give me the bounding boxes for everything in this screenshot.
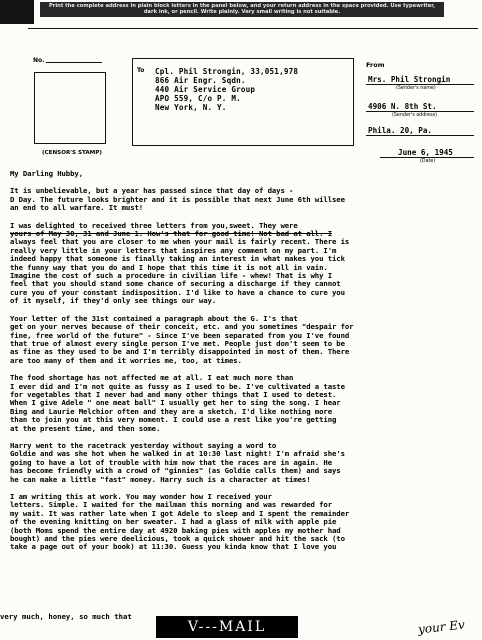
closing-line: very much, honey, so much that (0, 612, 132, 621)
letter-line: Your letter of the 31st contained a paragraph about the G. I's that (10, 313, 298, 323)
sender-address-caption: (Sender's address) (392, 113, 437, 118)
letter-line: (both Moms spend the entire day at 4920 baking pies with apples my mother had (10, 525, 341, 535)
letter-line: cure you of your constant indisposition. I'd like to have a chance to cure you (10, 287, 345, 297)
salutation: My Darling Hubby, (10, 170, 83, 178)
letter-line: I am writing this at work. You may wonder how I received your (10, 492, 272, 501)
to-address-line: 866 Air Engr. Sqdn. (155, 76, 246, 85)
letter-line: Imagine the cost of such a procedure in civilian life - whew! That is why I (10, 271, 332, 281)
letter-line: than to join you at this very moment. I could use a rest like you're getting (10, 415, 337, 425)
letter-line: yours of May 30, 31 and June 1. How's that for good time! Not bad at all. I (10, 229, 332, 239)
number-label: No. (33, 57, 45, 64)
vmail-badge: V---MAIL (156, 616, 298, 638)
letter-line: my wait. It was rather late when I got Adele to sleep and I spent the remainder (10, 508, 350, 518)
to-address-panel (132, 58, 354, 146)
signature: your Ev (417, 617, 466, 637)
letter-line: I ever did and I'm not quite as fussy as I used to be. I've cultivated a taste (10, 381, 345, 391)
letter-line: of it myself, if they'd only see things our way. (10, 296, 217, 306)
letter-line: at the present time, and then some. (10, 423, 161, 433)
censor-stamp-box (34, 72, 106, 144)
letter-line: When I give Adele " one meat ball" I usually get her to sing the song. I hear (10, 398, 341, 408)
letter-line: get on your nerves because of their conceit, etc. and you sometimes "despair for (10, 322, 354, 332)
letter-line: going to have a lot of trouble with him now that the races are in again. He (10, 457, 332, 467)
letter-line: of the evening knitting on her sweater. I had a glass of milk with apple pie (10, 517, 337, 527)
letter-line: really very little in your letters that inspires any comment on my part. I'm (10, 245, 337, 255)
sender-city-rule (366, 135, 474, 136)
letter-line: as fine as they used to be and I'm terribly disappointed in most of them. There (10, 347, 350, 357)
letter-line: that true of almost every single person I've met. People just don't seem to be (10, 338, 345, 348)
to-address-line: 440 Air Service Group (155, 85, 256, 94)
letter-line: are too many of them and it worries me, too, at times. (10, 355, 242, 365)
to-address-line: New York, N. Y. (155, 103, 227, 112)
censor-stamp-label: (CENSOR'S STAMP) (42, 150, 102, 156)
letter-line: Goldie and was she hot when he walked in at 10:30 last night! I'm afraid she's (10, 449, 345, 459)
letter-body (10, 170, 482, 610)
letter-line: has become friendly with a crowd of "ginnies" (as Goldie calls them) and says (10, 466, 341, 476)
letter-line: for vegetables that I never had and many other things that I used to detest. (10, 389, 337, 399)
letter-line: feel that you should stand some chance of securing a discharge if they cannot (10, 279, 341, 289)
letter-line: The food shortage has not affected me at all. I eat much more than (10, 373, 294, 383)
sender-name: Mrs. Phil Strongin (368, 75, 451, 84)
letter-line: the funny way that you do and I hope that this time it is not all in vain. (10, 262, 328, 272)
to-label: To (137, 67, 145, 74)
sender-name-rule (366, 84, 474, 85)
letter-line: an end to all warfare. It must! (10, 203, 144, 213)
letter-line: fine, free world of the future" - Since I've been separated from you I've found (10, 330, 350, 340)
form-instructions: Print the complete address in plain block letters in the panel below, and your return address in the space provided. Use typewriter, dark ink, or pencil. Write plainly. Very small writing is not suitable. (40, 2, 444, 17)
date-rule (380, 157, 474, 158)
letter-line: Bing and Laurie Melchior often and they are a sketch. I'd like nothing more (10, 406, 332, 416)
header-rule (28, 28, 478, 29)
from-label: From (366, 61, 385, 69)
letter-line: letters. Simple. I waited for the mailman this morning and was rewarded for (10, 500, 332, 510)
letter-line: D Day. The future looks brighter and it is possible that next June 6th willsee (10, 194, 345, 204)
letter-line: indeed happy that someone is finally taking an interest in what makes you tick (10, 254, 345, 264)
number-line (46, 62, 102, 63)
letter-line: always feel that you are closer to me when your mail is fairly recent. There is (10, 237, 350, 247)
to-address-line: APO 559, C/o P. M. (155, 94, 241, 103)
letter-line: he can make a little "fast" money. Harry such is a character at times! (10, 474, 311, 484)
sender-street: 4906 N. 8th St. (368, 102, 437, 111)
footer (0, 612, 482, 640)
letter-lines (10, 187, 482, 551)
letter-line: take a page out of your book) at 11:30. Guess you kinda know that I love you (10, 542, 337, 552)
letter-line: It is unbelievable, but a year has passed since that day of days - (10, 186, 294, 196)
sender-city: Phila. 20, Pa. (368, 126, 433, 135)
letter-line: Harry went to the racetrack yesterday without saying a word to (10, 440, 277, 450)
letter-line: I was delighted to received three letters from you,sweet. They were (10, 220, 298, 230)
date-caption: (Date) (420, 159, 436, 164)
letter-date: June 6, 1945 (398, 148, 453, 157)
letter-line: bought) and the pies were deelicious, took a quick shower and hit the sack (to (10, 534, 345, 544)
corner-mark (0, 0, 34, 24)
to-address-line: Cpl. Phil Strongin, 33,051,978 (155, 67, 299, 76)
sender-name-caption: (Sender's name) (396, 86, 436, 91)
sender-street-rule (366, 111, 474, 112)
